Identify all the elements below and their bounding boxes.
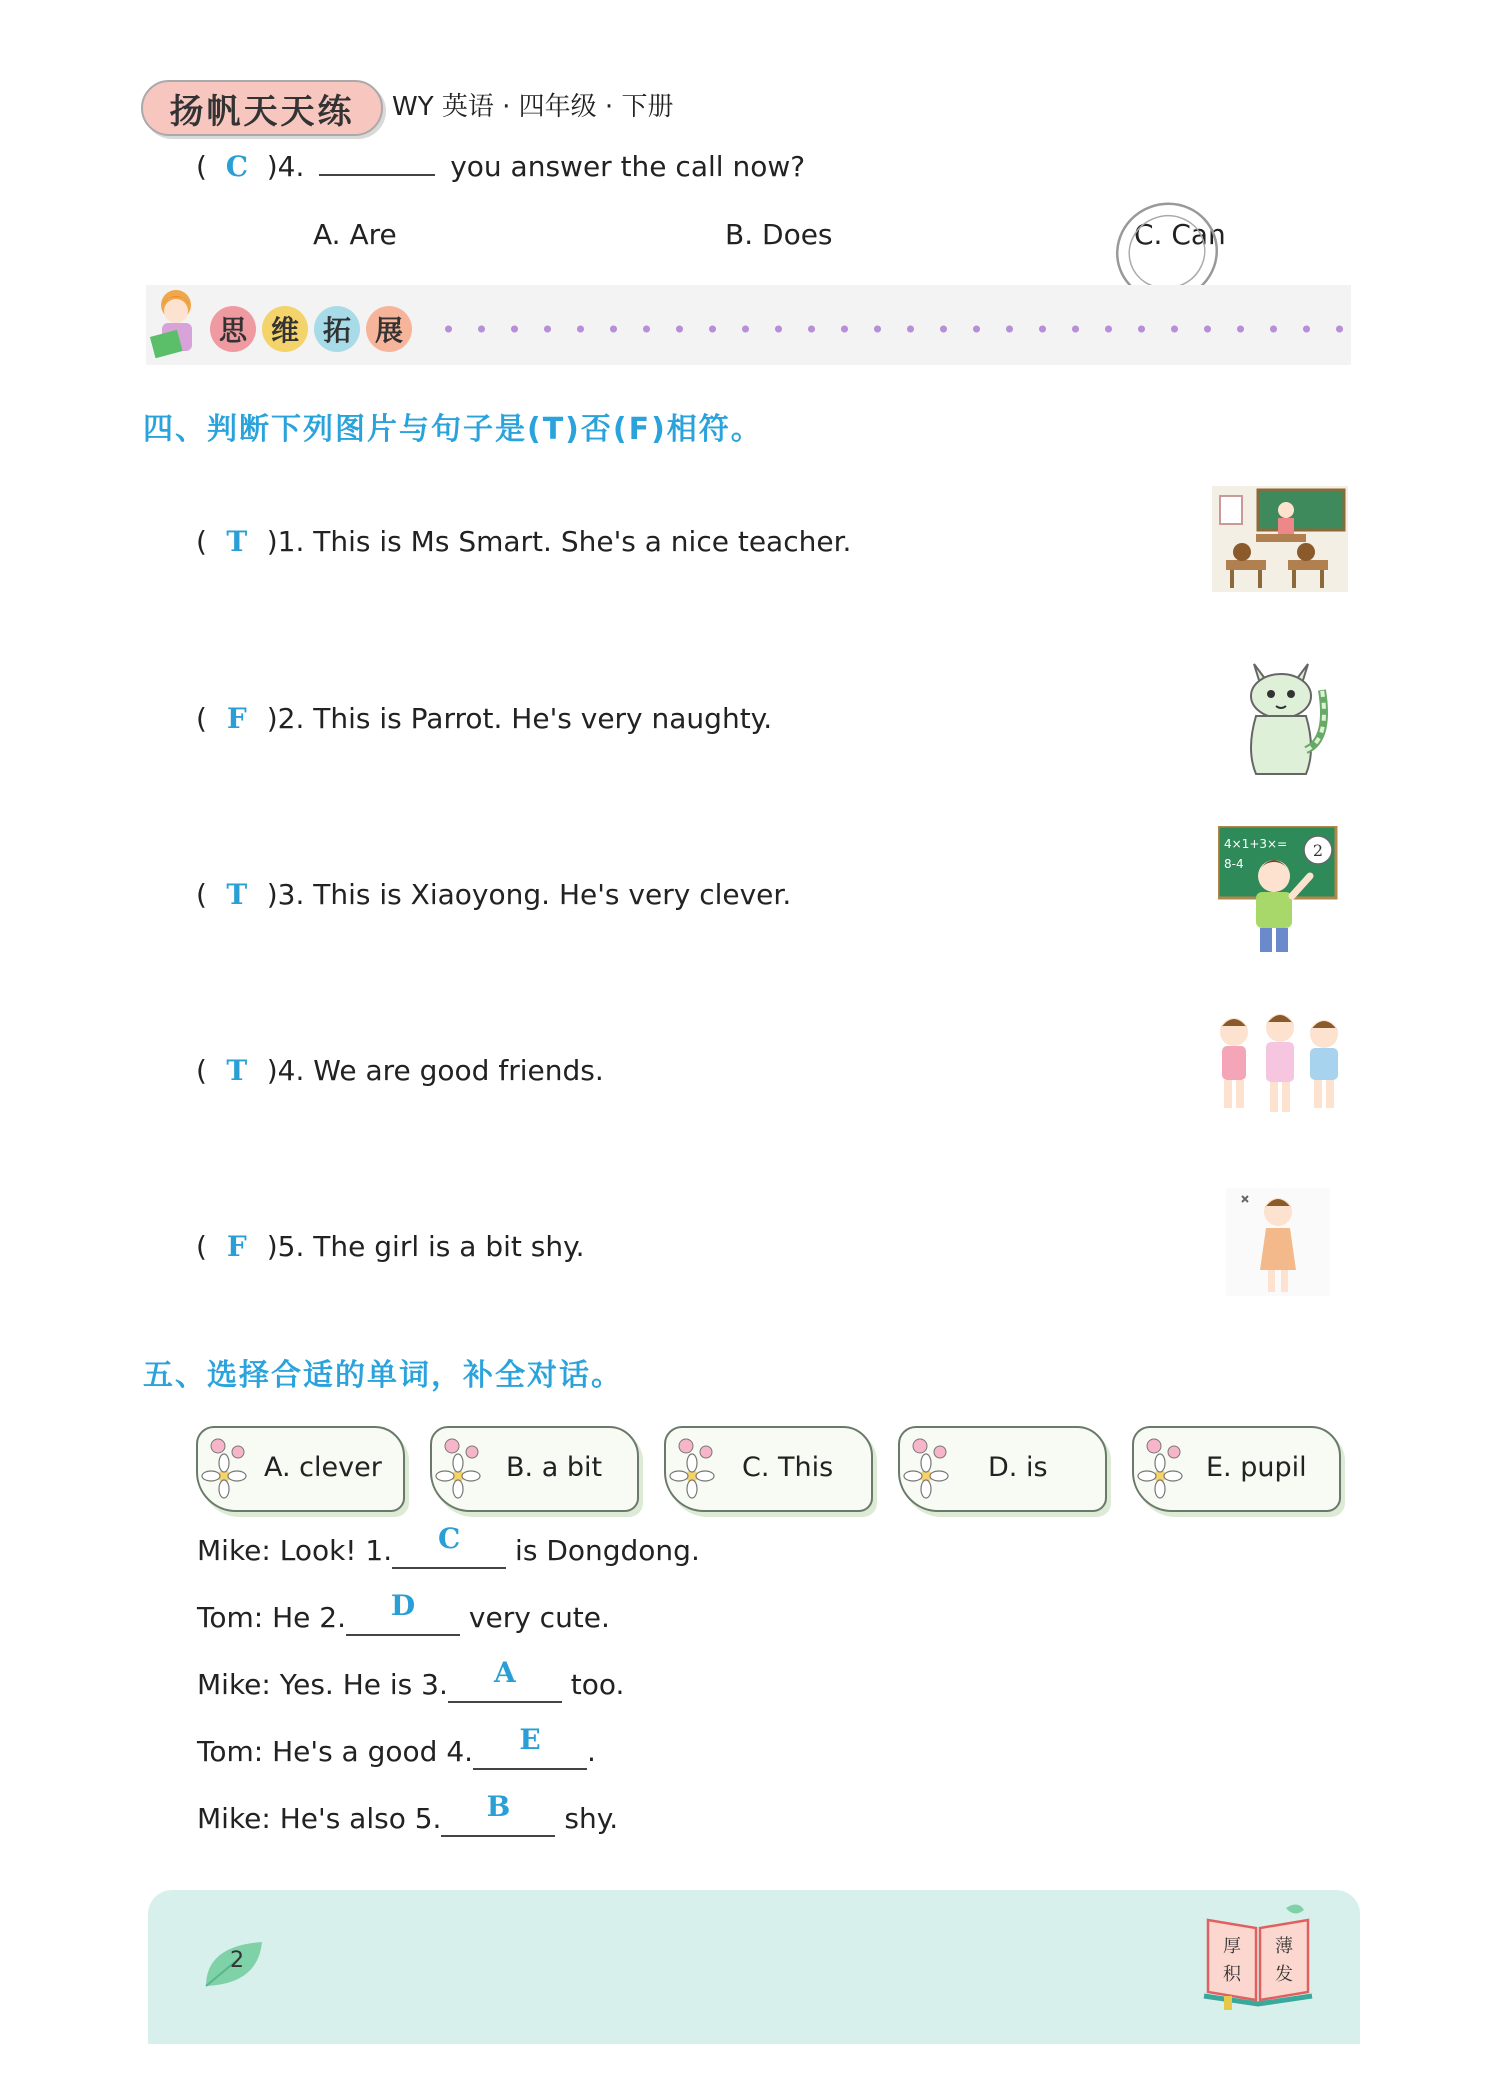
q4-number: )4. (266, 150, 305, 183)
flower-icon (1132, 1430, 1198, 1504)
q4-option-a: A. Are (313, 218, 397, 251)
classroom-picture (1212, 486, 1348, 592)
s4-item-4-text: )4. We are good friends. (266, 1054, 604, 1087)
dialogue-line-3 (197, 1656, 625, 1703)
dotted-line (432, 316, 1347, 342)
s4-item-3-open: ( (196, 878, 207, 911)
s4-item-3 (196, 878, 791, 911)
s4-item-5 (196, 1230, 585, 1263)
banner-char-3: 拓 (314, 306, 360, 352)
flower-icon (664, 1430, 730, 1504)
dialogue-1-pre: Mike: Look! 1. (197, 1534, 393, 1567)
dialogue-3-post: too. (570, 1668, 625, 1701)
dialogue-4-blank (473, 1723, 587, 1770)
dialogue-2-answer: D (390, 1589, 416, 1622)
word-card-e-text: E. pupil (1206, 1452, 1307, 1483)
q4-open-paren: ( (196, 150, 207, 183)
dialogue-1-answer: C (437, 1522, 461, 1555)
bubble-number: 2 (1312, 841, 1324, 860)
flower-icon (196, 1430, 262, 1504)
s4-item-2 (196, 702, 772, 735)
word-card-c (664, 1426, 873, 1512)
svg-text:4×1+3×=: 4×1+3×= (1224, 837, 1288, 851)
banner-char-4: 展 (366, 306, 412, 352)
dialogue-4-pre: Tom: He's a good 4. (197, 1735, 474, 1768)
word-card-d-text: D. is (988, 1452, 1048, 1483)
word-card-e (1132, 1426, 1341, 1512)
banner-char-1: 思 (210, 306, 256, 352)
footer-band (148, 1890, 1360, 2044)
dialogue-4-answer: E (519, 1723, 541, 1756)
dialogue-1-blank (392, 1522, 506, 1569)
q4-text: you answer the call now? (450, 150, 806, 183)
flower-icon (430, 1430, 496, 1504)
word-card-b (430, 1426, 639, 1512)
dialogue-2-pre: Tom: He 2. (197, 1601, 346, 1634)
dialogue-line-5 (197, 1790, 619, 1837)
flower-icon (898, 1430, 964, 1504)
s4-item-2-answer: F (226, 702, 247, 735)
book-char-2: 薄 (1275, 1936, 1293, 1957)
word-card-a (196, 1426, 405, 1512)
q4-blank (319, 174, 435, 176)
dialogue-1-post: is Dongdong. (515, 1534, 700, 1567)
page-number: 2 (230, 1948, 244, 1973)
dialogue-line-2 (197, 1589, 610, 1636)
dialogue-line-4 (197, 1723, 596, 1770)
s4-item-5-open: ( (196, 1230, 207, 1263)
shy-girl-picture (1226, 1188, 1330, 1296)
s4-item-1-open: ( (196, 525, 207, 558)
open-book-icon (1194, 1900, 1324, 2012)
boy-blackboard-picture (1218, 826, 1340, 954)
s4-item-4-answer: T (226, 1054, 248, 1087)
dialogue-5-pre: Mike: He's also 5. (197, 1802, 442, 1835)
dialogue-line-1 (197, 1522, 700, 1569)
dialogue-5-post: shy. (564, 1802, 619, 1835)
dialogue-3-pre: Mike: Yes. He is 3. (197, 1668, 448, 1701)
section-5-title: 五、选择合适的单词，补全对话。 (143, 1358, 623, 1393)
s4-item-3-answer: T (226, 878, 248, 911)
q4-answer: C (225, 150, 248, 183)
girl-reading-icon (146, 283, 204, 369)
s4-item-4 (196, 1054, 604, 1087)
s4-item-1-answer: T (226, 525, 248, 558)
s4-item-3-text: )3. This is Xiaoyong. He's very clever. (266, 878, 792, 911)
s4-item-4-open: ( (196, 1054, 207, 1087)
q4-line (196, 150, 805, 183)
s4-item-2-text: )2. This is Parrot. He's very naughty. (266, 702, 773, 735)
q4-option-b: B. Does (725, 218, 833, 251)
s4-item-1 (196, 525, 851, 558)
book-info: WY 英语 · 四年级 · 下册 (392, 92, 674, 122)
cat-picture (1226, 650, 1336, 778)
word-card-c-text: C. This (742, 1452, 834, 1483)
book-char-3: 积 (1223, 1964, 1241, 1985)
dialogue-5-blank (441, 1790, 555, 1837)
brand-title: 扬帆天天练 (141, 80, 383, 136)
dialogue-3-blank (448, 1656, 562, 1703)
dialogue-5-answer: B (486, 1790, 511, 1823)
book-char-1: 厚 (1223, 1936, 1241, 1957)
book-char-4: 发 (1275, 1964, 1293, 1985)
banner-char-2: 维 (262, 306, 308, 352)
dialogue-2-blank (346, 1589, 460, 1636)
s4-item-5-answer: F (226, 1230, 247, 1263)
s4-item-2-open: ( (196, 702, 207, 735)
dialogue-2-post: very cute. (468, 1601, 610, 1634)
s4-item-5-text: )5. The girl is a bit shy. (266, 1230, 585, 1263)
three-friends-picture (1210, 1006, 1350, 1124)
word-card-a-text: A. clever (264, 1452, 382, 1483)
dialogue-4-post: . (587, 1735, 596, 1768)
dialogue-3-answer: A (494, 1656, 516, 1689)
word-card-b-text: B. a bit (506, 1452, 603, 1483)
section-4-title: 四、判断下列图片与句子是(T)否(F)相符。 (143, 412, 763, 447)
s4-item-1-text: )1. This is Ms Smart. She's a nice teacher. (266, 525, 852, 558)
q4-option-c: C. Can (1134, 218, 1226, 251)
word-card-d (898, 1426, 1107, 1512)
svg-text:8-4: 8-4 (1224, 857, 1244, 871)
